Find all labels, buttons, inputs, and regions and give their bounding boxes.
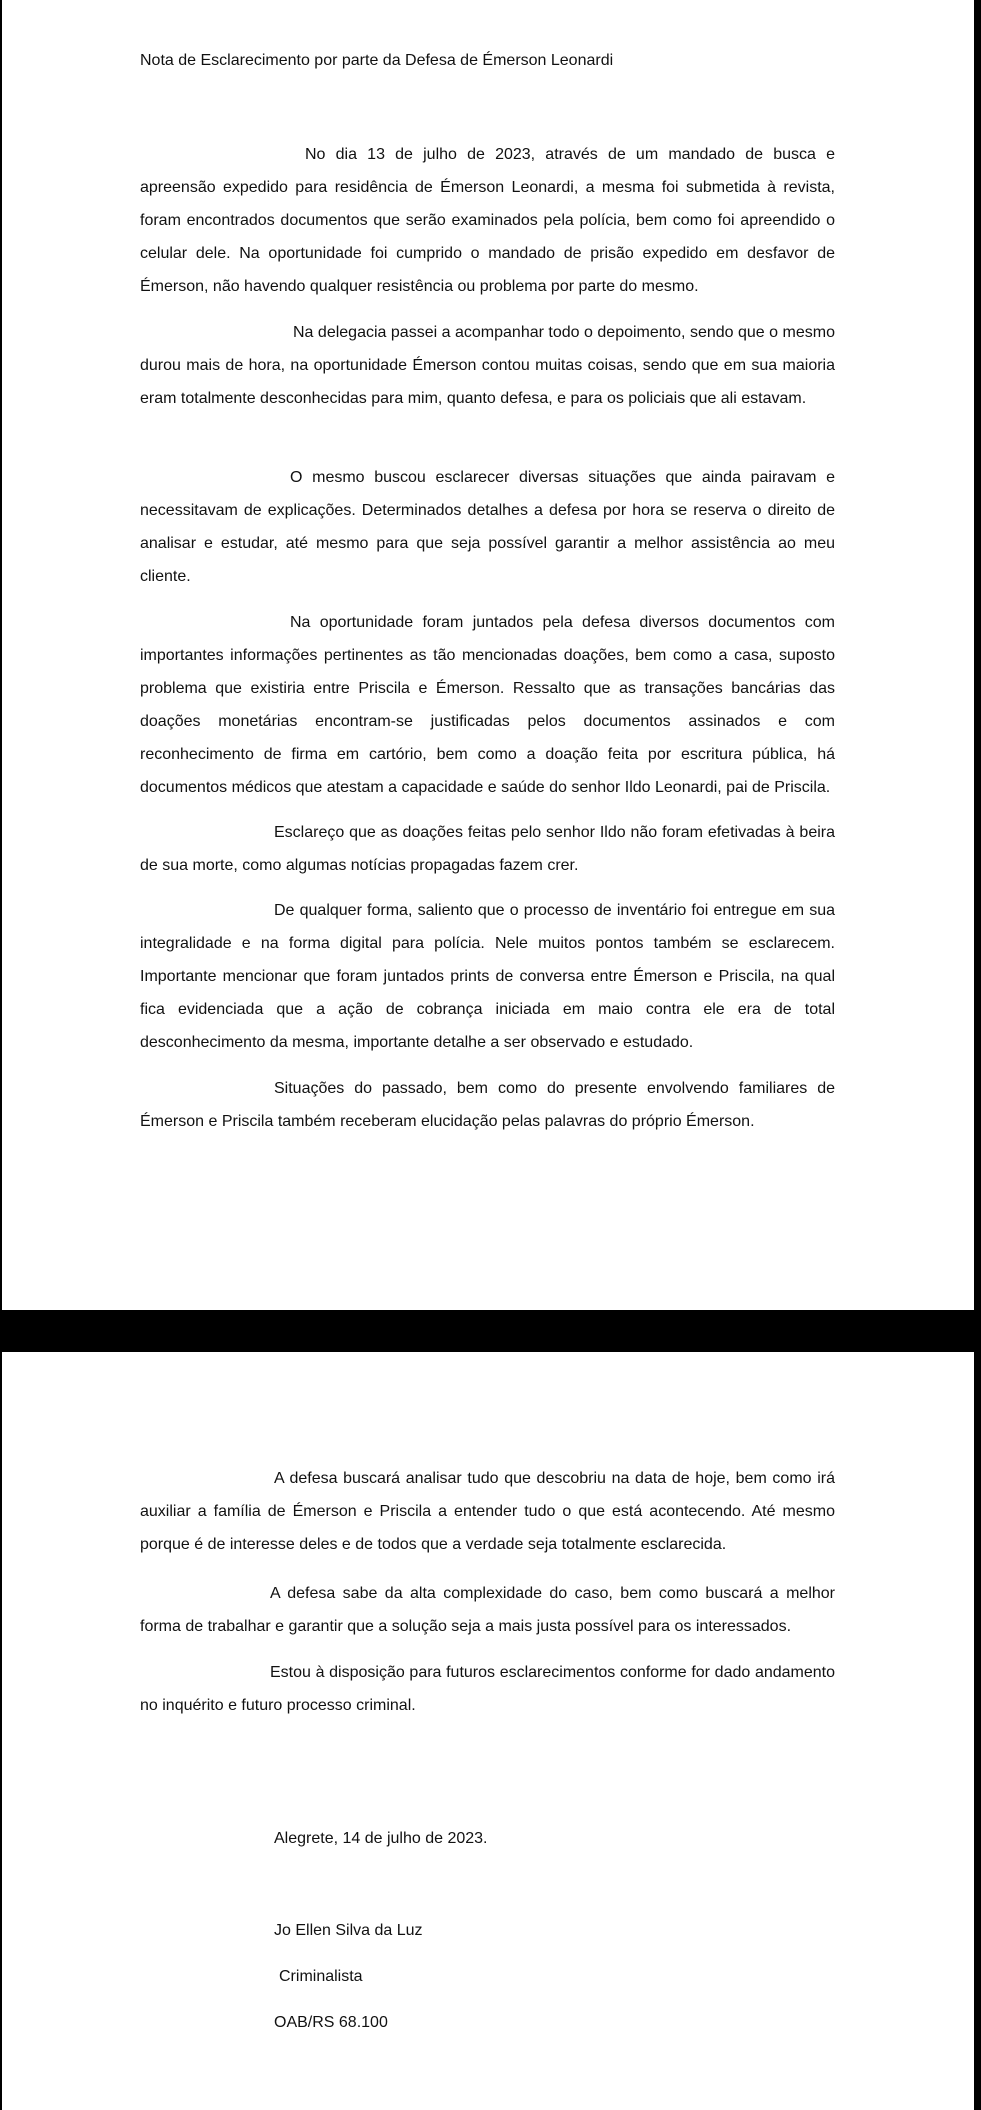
page-separator: [0, 1310, 981, 1352]
paragraph-7: Situações do passado, bem como do presente envolvendo familiares de Émerson e Priscila também receberam elucidação pelas palavras do próprio Émerson.: [140, 1080, 835, 1130]
signatory-registration: OAB/RS 68.100: [274, 2014, 388, 2031]
paragraph-1: No dia 13 de julho de 2023, através de um mandado de busca e apreensão expedido para residência de Émerson Leonardi, a mesma foi submetida à revista, foram encontrados documentos que serão examinados pela polícia, bem como foi apreendido o celular dele. Na oportunidade foi cumprido o mandado de prisão expedido em desfavor de Émerson, não havendo qualquer resistência ou problema por parte do mesmo.: [140, 146, 835, 295]
paragraph-3: O mesmo buscou esclarecer diversas situações que ainda pairavam e necessitavam de explicações. Determinados detalhes a defesa por hora se reserva o direito de analisar e estudar, até mesmo para que seja possível garantir a melhor assistência ao meu cliente.: [140, 469, 835, 585]
signatory-name: Jo Ellen Silva da Luz: [274, 1922, 423, 1939]
paragraph-10: Estou à disposição para futuros esclarecimentos conforme for dado andamento no inquérito e futuro processo criminal.: [140, 1664, 835, 1714]
paragraph-4: Na oportunidade foram juntados pela defesa diversos documentos com importantes informações pertinentes as tão mencionadas doações, bem como a casa, suposto problema que existiria entre Priscila e Émerson. Ressalto que as transações bancárias das doações monetárias encontram-se justificadas pelos documentos assinados e com reconhecimento de firma em cartório, bem como a doação feita por escritura pública, há documentos médicos que atestam a capacidade e saúde do senhor Ildo Leonardi, pai de Priscila.: [140, 614, 835, 796]
signatory-role: Criminalista: [279, 1968, 363, 1985]
place-date: Alegrete, 14 de julho de 2023.: [274, 1830, 488, 1847]
paragraph-6: De qualquer forma, saliento que o processo de inventário foi entregue em sua integralidade e na forma digital para polícia. Nele muitos pontos também se esclarecem. Importante mencionar que foram juntados prints de conversa entre Émerson e Priscila, na qual fica evidenciada que a ação de cobrança iniciada em maio contra ele era de total desconhecimento da mesma, importante detalhe a ser observado e estudado.: [140, 902, 835, 1051]
paragraph-8: A defesa buscará analisar tudo que descobriu na data de hoje, bem como irá auxiliar a família de Émerson e Priscila a entender tudo o que está acontecendo. Até mesmo porque é de interesse deles e de todos que a verdade seja totalmente esclarecida.: [140, 1470, 835, 1553]
paragraph-9: A defesa sabe da alta complexidade do caso, bem como buscará a melhor forma de trabalhar e garantir que a solução seja a mais justa possível para os interessados.: [140, 1585, 835, 1635]
paragraph-2: Na delegacia passei a acompanhar todo o depoimento, sendo que o mesmo durou mais de hora, na oportunidade Émerson contou muitas coisas, sendo que em sua maioria eram totalmente desconhecidas para mim, quanto defesa, e para os policiais que ali estavam.: [140, 324, 835, 407]
document-title: Nota de Esclarecimento por parte da Defesa de Émerson Leonardi: [140, 52, 614, 69]
paragraph-5: Esclareço que as doações feitas pelo senhor Ildo não foram efetivadas à beira de sua morte, como algumas notícias propagadas fazem crer.: [140, 824, 835, 874]
